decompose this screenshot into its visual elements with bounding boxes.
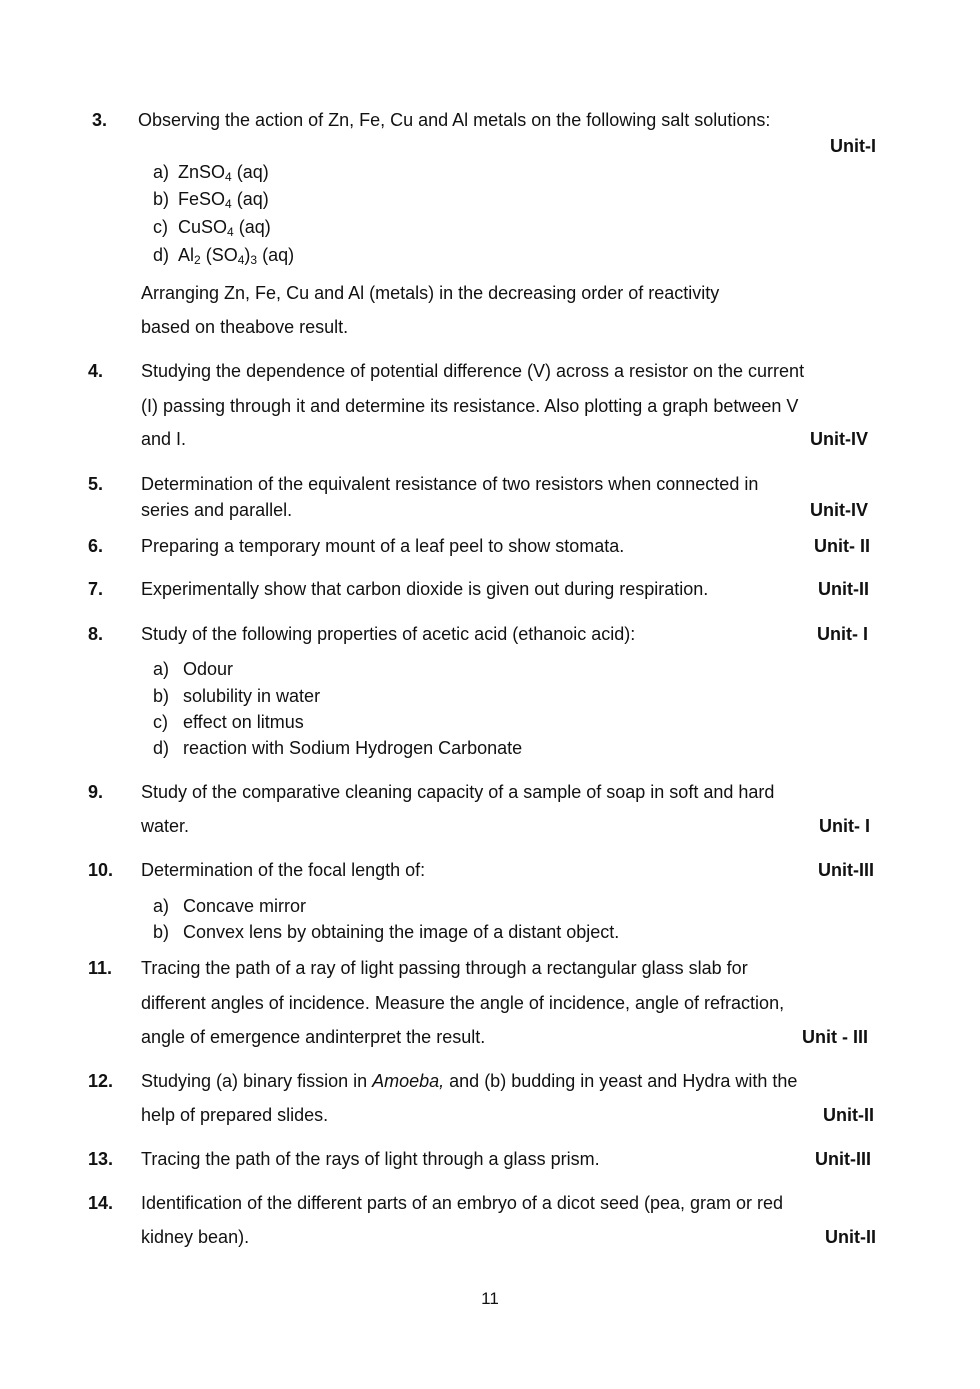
species-name: Amoeba, (372, 1071, 445, 1091)
item-text-line: (I) passing through it and determine its resistance. Also plotting a graph between V (141, 396, 799, 416)
unit-label: Unit-III (818, 860, 874, 880)
item-text: Study of the following properties of acetic acid (ethanoic acid): (141, 624, 636, 644)
item-number: 10. (88, 860, 114, 880)
item-text-line: Identification of the different parts of an embryo of a dicot seed (pea, gram or red (141, 1193, 784, 1213)
sub-item-text: $Al_2$ $(SO_4)_3$ (aq) (178, 245, 295, 267)
item-text-line: Studying (a) binary fission in Amoeba, and (b) budding in yeast and Hydra with the (141, 1071, 798, 1091)
item-note-line: Arranging Zn, Fe, Cu and Al (metals) in the decreasing order of reactivity (141, 283, 720, 303)
sub-item-text: effect on litmus (183, 712, 304, 732)
item-number: 13. (88, 1149, 114, 1169)
item-text-line: kidney bean). (141, 1227, 250, 1247)
item-text-line: series and parallel. (141, 500, 293, 520)
sub-item-marker: b) (153, 922, 170, 942)
item-number: 5. (88, 474, 104, 494)
item-number: 3. (92, 110, 108, 130)
item-number: 7. (88, 579, 104, 599)
sub-item-marker: a) (153, 162, 170, 182)
unit-label: Unit-III (815, 1149, 871, 1169)
sub-item-text: Odour (183, 659, 234, 679)
unit-label: Unit-IV (810, 500, 868, 520)
sub-item-marker: b) (153, 189, 170, 209)
unit-label: Unit- I (819, 816, 870, 836)
sub-item-text: solubility in water (183, 686, 321, 706)
sub-item-text: CuSO$_4$ (aq) (178, 217, 271, 239)
item-text-line: Studying the dependence of potential difference (V) across a resistor on the current (141, 361, 805, 381)
item-number: 11. (88, 958, 113, 978)
sub-item-marker: a) (153, 659, 170, 679)
item-text: Tracing the path of the rays of light through a glass prism. (141, 1149, 600, 1169)
item-number: 4. (88, 361, 104, 381)
item-text-line: Tracing the path of a ray of light passing through a rectangular glass slab for (141, 958, 748, 978)
item-text-line: help of prepared slides. (141, 1105, 329, 1125)
item-text: Determination of the focal length of: (141, 860, 426, 880)
item-text-line: Determination of the equivalent resistance of two resistors when connected in (141, 474, 759, 494)
unit-label: Unit-II (823, 1105, 874, 1125)
unit-label: Unit-I (830, 136, 876, 156)
unit-label: Unit-II (825, 1227, 876, 1247)
item-text-line: water. (141, 816, 190, 836)
item-number: 8. (88, 624, 104, 644)
item-number: 12. (88, 1071, 114, 1091)
item-note-line: based on theabove result. (141, 317, 349, 337)
sub-item-marker: d) (153, 245, 170, 265)
sub-item-text: reaction with Sodium Hydrogen Carbonate (183, 738, 523, 758)
item-number: 6. (88, 536, 104, 556)
item-text: Observing the action of Zn, Fe, Cu and Al metals on the following salt solutions: (138, 110, 771, 130)
sub-item-text: FeSO$_4$ (aq) (178, 189, 269, 211)
item-text-line: Study of the comparative cleaning capacity of a sample of soap in soft and hard (141, 782, 775, 802)
unit-label: Unit- I (817, 624, 868, 644)
sub-item-text: Convex lens by obtaining the image of a distant object. (183, 922, 620, 942)
unit-label: Unit- II (814, 536, 870, 556)
item-text-line: and I. (141, 429, 187, 449)
unit-label: Unit-II (818, 579, 869, 599)
item-text-line: angle of emergence andinterpret the result. (141, 1027, 486, 1047)
item-text: Preparing a temporary mount of a leaf peel to show stomata. (141, 536, 625, 556)
item-text-line: different angles of incidence. Measure the angle of incidence, angle of refraction, (141, 993, 785, 1013)
sub-item-text: ZnSO$_4$ (aq) (178, 162, 269, 184)
item-number: 9. (88, 782, 104, 802)
sub-item-marker: c) (153, 712, 168, 732)
page-number: 11 (481, 1289, 499, 1308)
unit-label: Unit - III (802, 1027, 868, 1047)
item-text: Experimentally show that carbon dioxide is given out during respiration. (141, 579, 709, 599)
unit-label: Unit-IV (810, 429, 868, 449)
sub-item-marker: a) (153, 896, 170, 916)
sub-item-marker: c) (153, 217, 168, 237)
sub-item-marker: d) (153, 738, 170, 758)
item-number: 14. (88, 1193, 114, 1213)
sub-item-text: Concave mirror (183, 896, 307, 916)
sub-item-marker: b) (153, 686, 170, 706)
